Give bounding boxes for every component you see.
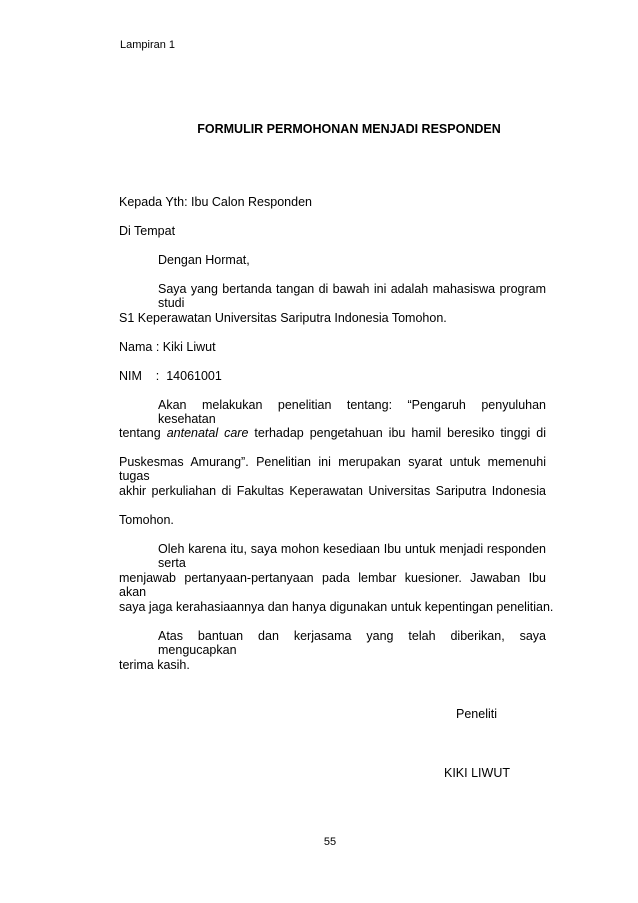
body-line: Oleh karena itu, saya mohon kesediaan Ibu untuk menjadi responden serta <box>158 542 546 570</box>
body-text: tentang <box>119 426 167 440</box>
name-line: Nama : Kiki Liwut <box>119 340 216 354</box>
place-line: Di Tempat <box>119 224 176 238</box>
italic-term: antenatal care <box>166 426 249 440</box>
body-line: Akan melakukan penelitian tentang: “Pengaruh penyuluhan kesehatan <box>158 398 546 426</box>
body-text: terhadap pengetahuan ibu hamil beresiko tinggi di <box>248 426 546 440</box>
addressee-line: Kepada Yth: Ibu Calon Responden <box>119 195 312 209</box>
body-line: S1 Keperawatan Universitas Sariputra Indonesia Tomohon. <box>119 311 447 325</box>
greeting-line: Dengan Hormat, <box>158 253 250 267</box>
body-line: saya jaga kerahasiaannya dan hanya digunakan untuk kepentingan penelitian. <box>119 600 554 614</box>
body-line: Puskesmas Amurang”. Penelitian ini merupakan syarat untuk memenuhi tugas <box>119 455 546 483</box>
body-line: akhir perkuliahan di Fakultas Keperawatan Universitas Sariputra Indonesia <box>119 484 546 498</box>
document-title: FORMULIR PERMOHONAN MENJADI RESPONDEN <box>197 122 501 136</box>
signature-name: KIKI LIWUT <box>444 766 510 780</box>
body-line: menjawab pertanyaan-pertanyaan pada lembar kuesioner. Jawaban Ibu akan <box>119 571 546 599</box>
body-line <box>119 426 546 440</box>
body-line: Atas bantuan dan kerjasama yang telah diberikan, saya mengucapkan <box>158 629 546 657</box>
nim-line: NIM : 14061001 <box>119 369 222 383</box>
signature-role: Peneliti <box>456 707 497 721</box>
body-line: Saya yang bertanda tangan di bawah ini adalah mahasiswa program studi <box>158 282 546 310</box>
body-line: Tomohon. <box>119 513 174 527</box>
page-number: 55 <box>323 836 337 848</box>
page-header: Lampiran 1 <box>120 39 176 51</box>
body-line: terima kasih. <box>119 658 190 672</box>
